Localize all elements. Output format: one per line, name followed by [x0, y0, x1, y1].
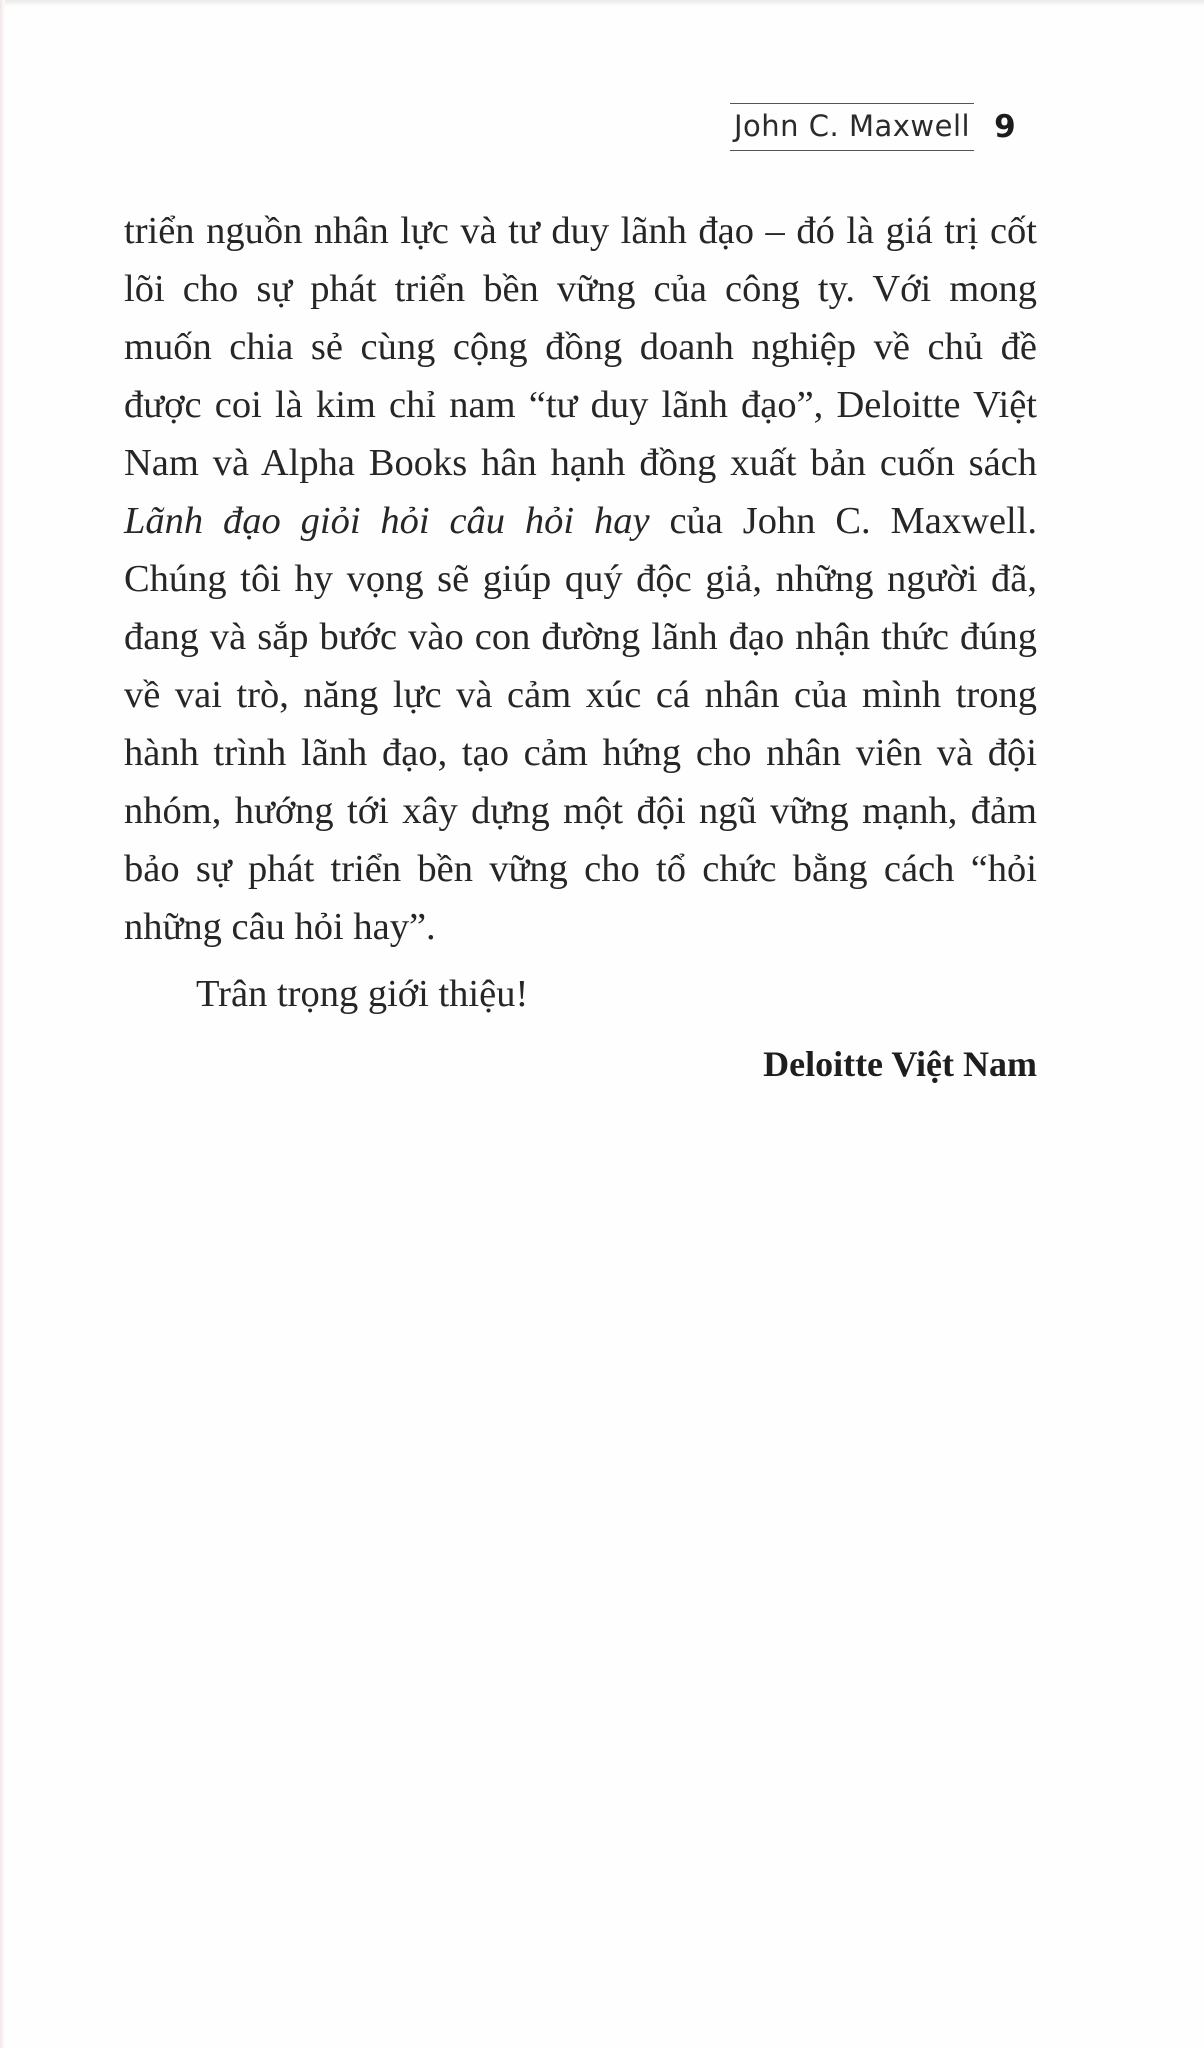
- paragraph-text-part2: của John C. Maxwell. Chúng tôi hy vọng sẽ giúp quý độc giả, những người đã, đang và sắp bước vào con đường lãnh đạo nhận thức đúng về vai trò, năng lực và cảm xúc cá nhân của mình trong hành trình lãnh đạo, tạo cảm hứng cho nhân viên và đội nhóm, hướng tới xây dựng một đội ngũ vững mạnh, đảm bảo sự phát triển bền vững cho tổ chức bằng cách “hỏi những câu hỏi hay”.: [124, 500, 1037, 948]
- page-number: 9: [994, 109, 1016, 145]
- page-left-edge: [0, 0, 5, 2048]
- paragraph: [124, 202, 1037, 956]
- book-title: Lãnh đạo giỏi hỏi câu hỏi hay: [124, 500, 650, 542]
- running-header: [730, 100, 1016, 154]
- page-top-edge: [0, 0, 1204, 6]
- body-text: [124, 202, 1037, 956]
- signature: Deloitte Việt Nam: [763, 1044, 1037, 1084]
- paragraph-text-part1: triển nguồn nhân lực và tư duy lãnh đạo – đó là giá trị cốt lõi cho sự phát triển bền vững của công ty. Với mong muốn chia sẻ cùng cộng đồng doanh nghiệp về chủ đề được coi là kim chỉ nam “tư duy lãnh đạo”, Deloitte Việt Nam và Alpha Books hân hạnh đồng xuất bản cuốn sách: [124, 210, 1037, 484]
- closing-line: Trân trọng giới thiệu!: [196, 973, 529, 1015]
- header-author: John C. Maxwell: [730, 103, 974, 151]
